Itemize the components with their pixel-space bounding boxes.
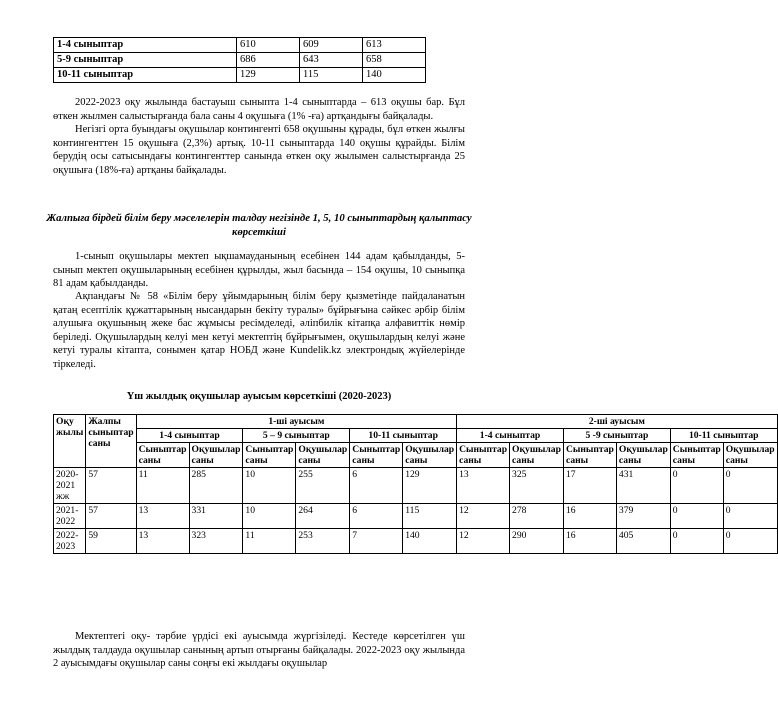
cell-value: 6 xyxy=(350,468,403,504)
cell-value: 255 xyxy=(296,468,350,504)
header-total-classes: Жалпы сыныптар саны xyxy=(86,415,136,468)
header-group: 10-11 сыныптар xyxy=(670,429,777,443)
cell-value: 0 xyxy=(670,529,723,554)
subheader: Сыныптар саны xyxy=(350,443,403,468)
cell-value: 12 xyxy=(457,529,510,554)
cell-value: 610 xyxy=(237,38,300,53)
cell-value: 325 xyxy=(510,468,564,504)
cell-value: 57 xyxy=(86,504,136,529)
cell-value: 6 xyxy=(350,504,403,529)
table-row xyxy=(54,38,426,53)
cell-value: 379 xyxy=(616,504,670,529)
subheader: Сыныптар саны xyxy=(243,443,296,468)
subheader: Сыныптар саны xyxy=(457,443,510,468)
cell-value: 686 xyxy=(237,53,300,68)
contingent-table xyxy=(53,37,426,83)
cell-value: 17 xyxy=(563,468,616,504)
cell-value: 0 xyxy=(670,504,723,529)
cell-value: 140 xyxy=(403,529,457,554)
year-cell: 2022-2023 xyxy=(54,529,86,554)
header-shift-2: 2-ші ауысым xyxy=(457,415,778,429)
cell-value: 658 xyxy=(363,53,426,68)
cell-value: 290 xyxy=(510,529,564,554)
cell-value: 609 xyxy=(300,38,363,53)
header-group: 10-11 сыныптар xyxy=(350,429,457,443)
cell-value: 13 xyxy=(457,468,510,504)
cell-value: 405 xyxy=(616,529,670,554)
cell-value: 253 xyxy=(296,529,350,554)
cell-value: 0 xyxy=(723,529,777,554)
cell-value: 10 xyxy=(243,468,296,504)
subheader: Оқушылар саны xyxy=(723,443,777,468)
paragraph-conclusion: Мектептегі оқу- тәрбие үрдісі екі ауысымда жүргізіледі. Кестеде көрсетілген үш жылдық талдауда оқушылар санының артып отырғаны байқалады. 2022-2023 оқу жылында 2 ауысымдағы оқушылар саны соңғы екі жылдағы оқушылар xyxy=(53,631,465,670)
year-cell: 2021-2022 xyxy=(54,504,86,529)
cell-value: 278 xyxy=(510,504,564,529)
cell-value: 11 xyxy=(136,468,189,504)
table-row xyxy=(54,504,778,529)
cell-value: 613 xyxy=(363,38,426,53)
cell-value: 129 xyxy=(237,68,300,83)
subheader: Сыныптар саны xyxy=(136,443,189,468)
subheader: Оқушылар саны xyxy=(403,443,457,468)
subheader: Оқушылар саны xyxy=(616,443,670,468)
cell-value: 264 xyxy=(296,504,350,529)
subheader: Сыныптар саны xyxy=(563,443,616,468)
subheader: Оқушылар саны xyxy=(296,443,350,468)
header-group: 1-4 сыныптар xyxy=(457,429,564,443)
cell-value: 0 xyxy=(723,504,777,529)
cell-value: 115 xyxy=(403,504,457,529)
row-label: 1-4 сыныптар xyxy=(54,38,237,53)
cell-value: 10 xyxy=(243,504,296,529)
table-title: Үш жылдық оқушылар ауысым көрсеткіші (2020-2023) xyxy=(126,391,392,402)
cell-value: 11 xyxy=(243,529,296,554)
header-group: 1-4 сыныптар xyxy=(136,429,243,443)
cell-value: 323 xyxy=(189,529,243,554)
cell-value: 16 xyxy=(563,504,616,529)
cell-value: 643 xyxy=(300,53,363,68)
header-shift-1: 1-ші ауысым xyxy=(136,415,457,429)
header-group: 5 -9 сыныптар xyxy=(563,429,670,443)
table-row xyxy=(54,468,778,504)
header-group: 5 – 9 сыныптар xyxy=(243,429,350,443)
paragraph-admission: 1-сынып оқушылары мектеп ықшамауданының есебінен 144 адам қабылданды, 5- сынып мектеп оқушыларының есебінен құрылды, жыл басында – 154 оқушы, 10 сыныпқа 81 адам қабылданды. xyxy=(53,251,465,290)
cell-value: 431 xyxy=(616,468,670,504)
subheader: Оқушылар саны xyxy=(189,443,243,468)
header-year: Оқу жылы xyxy=(54,415,86,468)
cell-value: 0 xyxy=(670,468,723,504)
cell-value: 59 xyxy=(86,529,136,554)
row-label: 10-11 сыныптар xyxy=(54,68,237,83)
table-row xyxy=(54,53,426,68)
shift-table xyxy=(53,414,778,554)
cell-value: 331 xyxy=(189,504,243,529)
cell-value: 285 xyxy=(189,468,243,504)
cell-value: 16 xyxy=(563,529,616,554)
cell-value: 129 xyxy=(403,468,457,504)
subheader: Сыныптар саны xyxy=(670,443,723,468)
paragraph-primary: 2022-2023 оқу жылында бастауыш сыныпта 1-4 сыныптарда – 613 оқушы бар. Бұл өткен жылмен салыстырғанда бала саны 4 оқушыға (1% -ға) артқандығы байқалады. xyxy=(53,97,465,122)
cell-value: 13 xyxy=(136,529,189,554)
table-row xyxy=(54,68,426,83)
subheader: Оқушылар саны xyxy=(510,443,564,468)
paragraph-secondary: Негізгі орта буындағы оқушылар контингенті 658 оқушыны құрады, бұл өткен жылғы контингенттен 15 оқушыға (2,3%) артық. 10-11 сыныптарда 140 оқушы құрайды. Білім берудің осы сатысындағы контингенттер санында өткен оқу жылымен салыстырғанда 25 оқушыға (18%-ға) артқаны байқалады. xyxy=(53,124,465,176)
cell-value: 12 xyxy=(457,504,510,529)
year-cell: 2020-2021 жж xyxy=(54,468,86,504)
cell-value: 57 xyxy=(86,468,136,504)
cell-value: 0 xyxy=(723,468,777,504)
section-heading: Жалпыға бірдей білім беру мәселелерін талдау негізінде 1, 5, 10 сыныптардың қалыптасу көрсеткіші xyxy=(46,212,472,238)
cell-value: 115 xyxy=(300,68,363,83)
cell-value: 13 xyxy=(136,504,189,529)
paragraph-order: Ақпандағы № 58 «Білім беру ұйымдарының білім беру қызметінде пайдаланатын қатаң есептілік құжаттарының нысандарын бекіту туралы» бұйрығына сәйкес әрбір білім алушыға оқушының жеке бас жұмысы ресімделеді, әліпбилік кітапқа алфавиттік нөмір беріледі. Оқушылардың келуі мен кетуі мектептің бұйрығымен, оқушылардың келуі және кетуі туралы кітапта, сонымен қатар НОБД және Kundelik.kz электрондық жүйелерінде тіркеледі. xyxy=(53,291,465,370)
table-row xyxy=(54,529,778,554)
row-label: 5-9 сыныптар xyxy=(54,53,237,68)
cell-value: 7 xyxy=(350,529,403,554)
cell-value: 140 xyxy=(363,68,426,83)
